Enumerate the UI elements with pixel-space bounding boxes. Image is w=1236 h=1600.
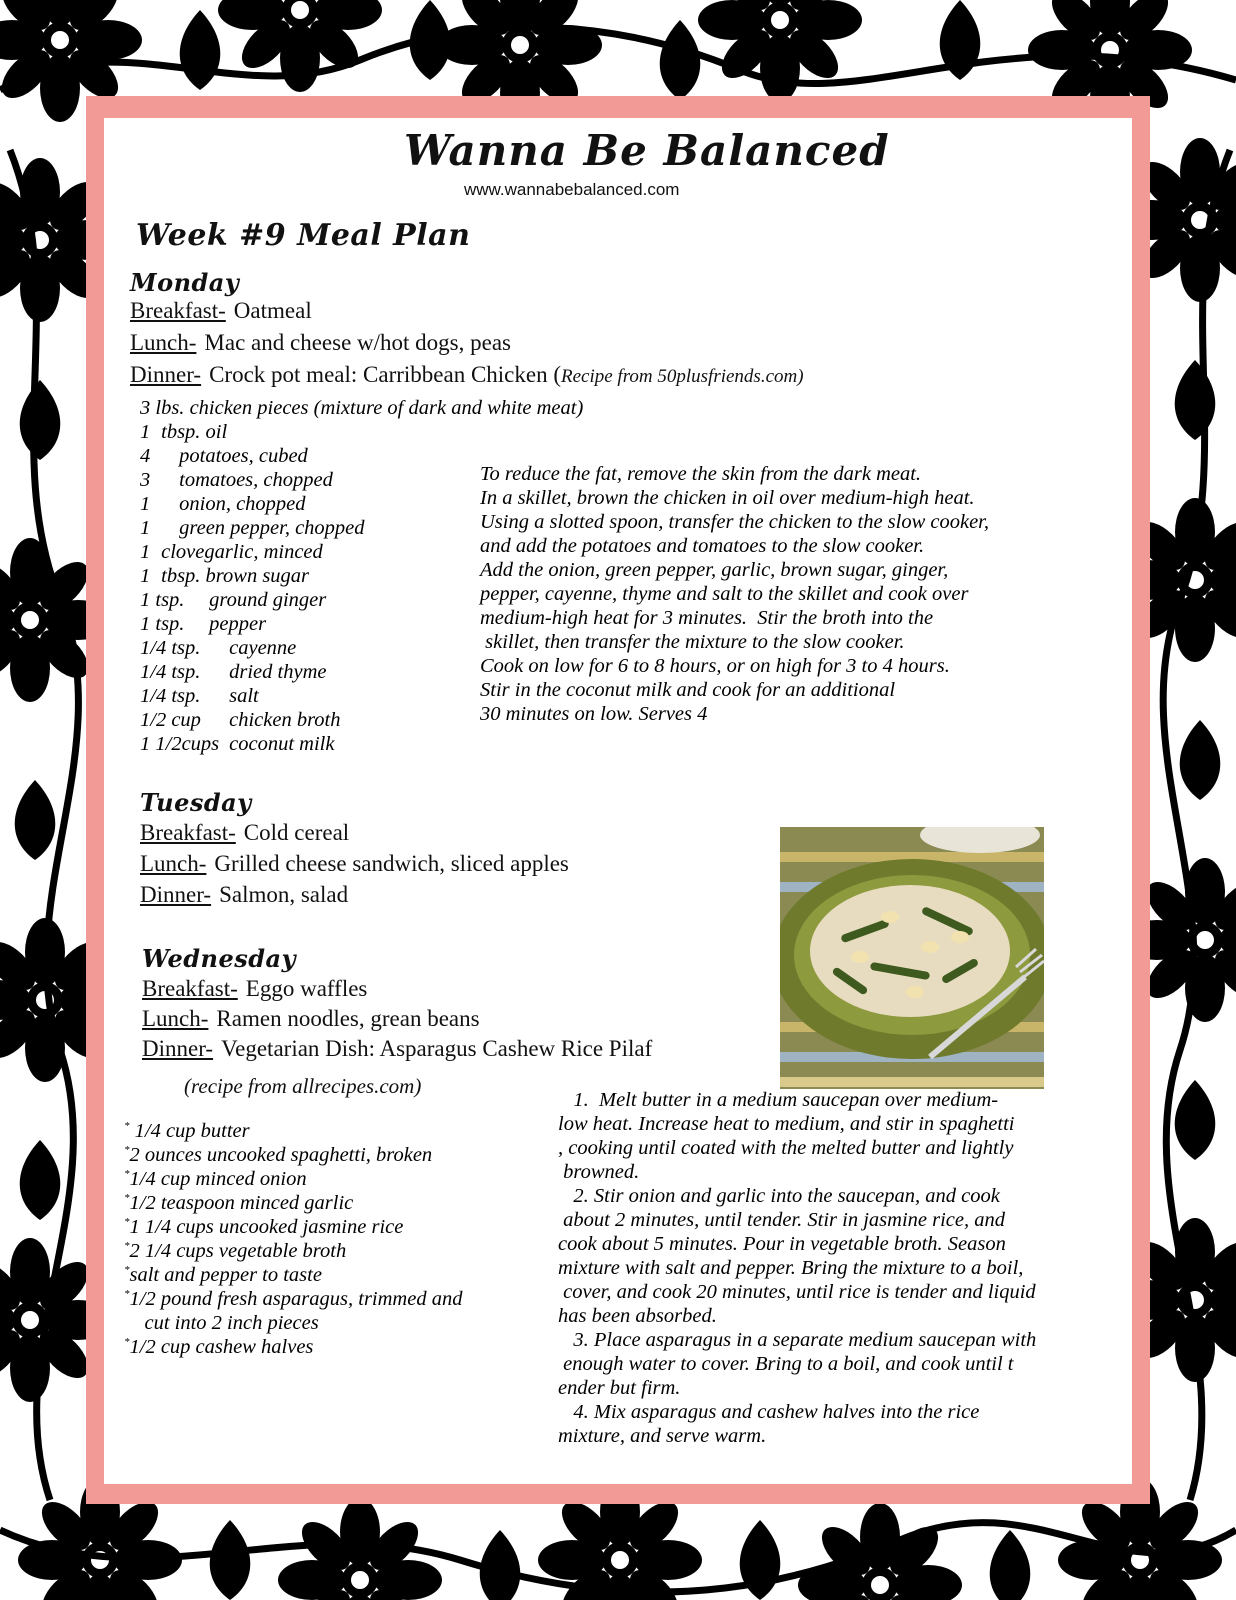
ingredient: 1/2 cup chicken broth	[140, 709, 341, 731]
site-url: www.wannabebalanced.com	[464, 180, 680, 199]
breakfast-label: Breakfast-	[130, 298, 226, 323]
ingredient: 3 lbs. chicken pieces (mixture of dark and white meat)	[140, 397, 584, 419]
ingredient: 1 green pepper, chopped	[140, 517, 365, 539]
direction-line: Using a slotted spoon, transfer the chicken to the slow cooker,	[480, 511, 990, 533]
direction-line: pepper, cayenne, thyme and salt to the skillet and cook over	[480, 583, 969, 605]
direction-line: , cooking until coated with the melted butter and lightly	[558, 1137, 1014, 1159]
breakfast-value: Cold cereal	[243, 820, 350, 845]
direction-line: Cook on low for 6 to 8 hours, or on high for 3 to 4 hours.	[480, 655, 950, 677]
direction-line: browned.	[558, 1161, 640, 1183]
ingredient: 1/4 tsp. dried thyme	[140, 661, 327, 683]
breakfast-label: Breakfast-	[142, 976, 238, 1001]
direction-line: 4. Mix asparagus and cashew halves into the rice	[558, 1401, 980, 1423]
dinner-value: Vegetarian Dish: Asparagus Cashew Rice Pilaf	[221, 1036, 653, 1061]
wednesday-dinner	[142, 1036, 652, 1062]
direction-line: 1. Melt butter in a medium saucepan over medium-	[558, 1089, 999, 1111]
ingredient: 4 potatoes, cubed	[140, 445, 308, 467]
direction-line: cover, and cook 20 minutes, until rice is tender and liquid	[558, 1281, 1036, 1303]
ingredient: 1 tbsp. brown sugar	[140, 565, 310, 587]
breakfast-value: Eggo waffles	[245, 976, 368, 1001]
ingredient: 1 tsp. pepper	[140, 613, 267, 635]
direction-line: ender but firm.	[558, 1377, 681, 1399]
ingredient: *salt and pepper to taste	[124, 1263, 322, 1286]
direction-line: mixture, and serve warm.	[558, 1425, 767, 1447]
direction-line: To reduce the fat, remove the skin from the dark meat.	[480, 463, 922, 485]
lunch-value: Grilled cheese sandwich, sliced apples	[214, 851, 569, 876]
direction-line: 2. Stir onion and garlic into the saucepan, and cook	[558, 1185, 1000, 1207]
direction-line: mixture with salt and pepper. Bring the mixture to a boil,	[558, 1257, 1024, 1279]
direction-line: low heat. Increase heat to medium, and stir in spaghetti	[558, 1113, 1015, 1135]
ingredient: *1 1/4 cups uncooked jasmine rice	[124, 1215, 404, 1238]
week-title: Week #9 Meal Plan	[136, 218, 471, 253]
wednesday-ingredients	[124, 1114, 544, 1364]
ingredient: * 1/4 cup butter	[124, 1119, 250, 1142]
breakfast-label: Breakfast-	[140, 820, 236, 845]
meal-plan-sheet	[104, 118, 1132, 1484]
direction-line: cook about 5 minutes. Pour in vegetable broth. Season	[558, 1233, 1006, 1255]
dinner-label: Dinner-	[130, 362, 202, 387]
dinner-value: Salmon, salad	[219, 882, 349, 907]
ingredient: *1/2 pound fresh asparagus, trimmed and	[124, 1287, 463, 1310]
day-heading-monday: Monday	[130, 268, 240, 297]
ingredient: *1/4 cup minced onion	[124, 1167, 307, 1190]
direction-line: and add the potatoes and tomatoes to the slow cooker.	[480, 535, 925, 557]
direction-line: enough water to cover. Bring to a boil, and cook until t	[558, 1353, 1014, 1375]
direction-line: has been absorbed.	[558, 1305, 717, 1327]
ingredient: 1 clovegarlic, minced	[140, 541, 323, 563]
dinner-label: Dinner-	[140, 882, 212, 907]
lunch-label: Lunch-	[142, 1006, 209, 1031]
recipe-source: (recipe from allrecipes.com)	[184, 1074, 422, 1098]
direction-line: skillet, then transfer the mixture to the slow cooker.	[480, 631, 905, 653]
direction-line: about 2 minutes, until tender. Stir in jasmine rice, and	[558, 1209, 1005, 1231]
ingredient: 1 onion, chopped	[140, 493, 306, 515]
breakfast-value: Oatmeal	[233, 298, 312, 323]
ingredient: 1/4 tsp. cayenne	[140, 637, 297, 659]
ingredient: 1 tbsp. oil	[140, 421, 228, 443]
wednesday-breakfast	[142, 976, 367, 1002]
direction-line: 3. Place asparagus in a separate medium saucepan with	[558, 1329, 1037, 1351]
monday-lunch	[130, 330, 511, 356]
tuesday-lunch	[140, 851, 569, 877]
monday-breakfast	[130, 298, 312, 324]
dinner-label: Dinner-	[142, 1036, 214, 1061]
monday-directions	[480, 462, 1120, 732]
lunch-value: Ramen noodles, grean beans	[216, 1006, 480, 1031]
wednesday-directions	[558, 1088, 1128, 1458]
direction-line: medium-high heat for 3 minutes. Stir the broth into the	[480, 607, 934, 629]
direction-line: Add the onion, green pepper, garlic, brown sugar, ginger,	[480, 559, 949, 581]
lunch-label: Lunch-	[140, 851, 207, 876]
tuesday-dinner	[140, 882, 348, 908]
ingredient: *1/2 teaspoon minced garlic	[124, 1191, 354, 1214]
direction-line: In a skillet, brown the chicken in oil over medium-high heat.	[480, 487, 975, 509]
ingredient: *2 1/4 cups vegetable broth	[124, 1239, 347, 1262]
ingredient: *2 ounces uncooked spaghetti, broken	[124, 1143, 433, 1166]
ingredient: *1/2 cup cashew halves	[124, 1335, 314, 1358]
rice-pilaf-photo	[780, 827, 1044, 1089]
direction-line: 30 minutes on low. Serves 4	[480, 703, 708, 725]
lunch-value: Mac and cheese w/hot dogs, peas	[204, 330, 511, 355]
dinner-value: Crock pot meal: Carribbean Chicken (	[209, 362, 561, 387]
ingredient: 1/4 tsp. salt	[140, 685, 259, 707]
ingredient: cut into 2 inch pieces	[124, 1311, 319, 1334]
ingredient: 1 1/2cups coconut milk	[140, 733, 335, 755]
site-title: Wanna Be Balanced	[404, 126, 890, 175]
direction-line: Stir in the coconut milk and cook for an additional	[480, 679, 896, 701]
wednesday-lunch	[142, 1006, 480, 1032]
day-heading-wednesday: Wednesday	[142, 944, 297, 973]
tuesday-breakfast	[140, 820, 349, 846]
lunch-label: Lunch-	[130, 330, 197, 355]
ingredient: 1 tsp. ground ginger	[140, 589, 327, 611]
dinner-recipe-note: Recipe from 50plusfriends.com)	[561, 366, 804, 387]
monday-dinner	[130, 362, 804, 388]
day-heading-tuesday: Tuesday	[140, 788, 252, 817]
ingredient: 3 tomatoes, chopped	[140, 469, 333, 491]
